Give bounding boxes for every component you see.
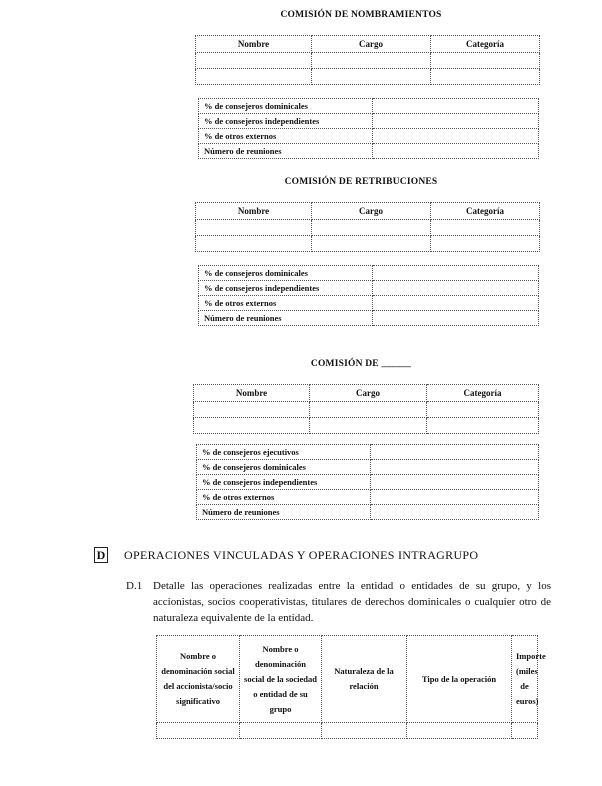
members-table	[195, 35, 540, 85]
item-number: D.1	[126, 580, 143, 592]
stat-label: % de consejeros independientes	[199, 114, 373, 129]
stat-value[interactable]	[373, 281, 539, 296]
stat-value[interactable]	[373, 296, 539, 311]
stat-label: % de consejeros independientes	[199, 281, 373, 296]
table-row	[197, 445, 539, 460]
table-row	[199, 266, 539, 281]
column-header: Nombre o denominación social del accionista/socio significativo	[157, 636, 240, 723]
committee-title: COMISIÓN DE RETRIBUCIONES	[284, 177, 438, 187]
stat-value[interactable]	[373, 266, 539, 281]
stat-value[interactable]	[373, 99, 539, 114]
column-header: Categoría	[431, 36, 540, 53]
stat-label: % de consejeros ejecutivos	[197, 445, 371, 460]
table-row	[196, 69, 540, 85]
column-header: Cargo	[312, 36, 431, 53]
members-table	[195, 202, 540, 252]
table-row	[197, 475, 539, 490]
column-header: Nombre	[196, 203, 312, 220]
column-header: Categoría	[427, 385, 539, 402]
stat-label: Número de reuniones	[199, 311, 373, 326]
table-row	[199, 114, 539, 129]
committee-title: COMISIÓN DE ______	[310, 359, 412, 369]
stat-label: Número de reuniones	[199, 144, 373, 159]
column-header: Categoría	[431, 203, 540, 220]
table-row	[194, 418, 539, 434]
stat-value[interactable]	[371, 505, 539, 520]
section-title: OPERACIONES VINCULADAS Y OPERACIONES INTRAGRUPO	[124, 548, 479, 562]
column-header: Nombre o denominación social de la sociedad o entidad de su grupo	[240, 636, 322, 723]
composition-table	[198, 98, 539, 159]
table-row	[157, 723, 538, 739]
stat-value[interactable]	[373, 144, 539, 159]
column-header: Tipo de la operación	[407, 636, 512, 723]
stat-value[interactable]	[371, 460, 539, 475]
stat-label: % de otros externos	[199, 129, 373, 144]
stat-label: % de consejeros dominicales	[199, 266, 373, 281]
column-header: Cargo	[312, 203, 431, 220]
table-row	[199, 311, 539, 326]
section-letter: D	[94, 547, 108, 563]
stat-value[interactable]	[373, 129, 539, 144]
composition-table	[198, 265, 539, 326]
committee-title: COMISIÓN DE NOMBRAMIENTOS	[280, 10, 442, 20]
item-text: Detalle las operaciones realizadas entre la entidad o entidades de su grupo, y los accionistas, socios cooperativistas, titulares de derechos dominicales o cualquier otro de naturaleza equivalente de la entidad.	[153, 580, 551, 624]
table-row	[196, 236, 540, 252]
table-row	[194, 402, 539, 418]
column-header: Naturaleza de la relación	[322, 636, 407, 723]
table-row	[197, 490, 539, 505]
table-row	[199, 281, 539, 296]
stat-label: % de otros externos	[197, 490, 371, 505]
stat-label: % de otros externos	[199, 296, 373, 311]
stat-value[interactable]	[373, 311, 539, 326]
members-table	[193, 384, 539, 434]
table-row	[199, 144, 539, 159]
stat-label: % de consejeros independientes	[197, 475, 371, 490]
stat-label: % de consejeros dominicales	[197, 460, 371, 475]
column-header: Nombre	[196, 36, 312, 53]
stat-label: % de consejeros dominicales	[199, 99, 373, 114]
stat-value[interactable]	[373, 114, 539, 129]
table-row	[199, 99, 539, 114]
composition-table	[196, 444, 539, 520]
stat-value[interactable]	[371, 445, 539, 460]
operations-table	[156, 635, 546, 739]
column-header: Cargo	[310, 385, 427, 402]
stat-value[interactable]	[371, 475, 539, 490]
stat-value[interactable]	[371, 490, 539, 505]
table-row	[196, 53, 540, 69]
table-row	[197, 460, 539, 475]
column-header: Nombre	[194, 385, 310, 402]
table-row	[196, 220, 540, 236]
table-row	[199, 296, 539, 311]
stat-label: Número de reuniones	[197, 505, 371, 520]
table-row	[199, 129, 539, 144]
column-header: Importe (miles de euros)	[512, 636, 538, 723]
table-row	[197, 505, 539, 520]
